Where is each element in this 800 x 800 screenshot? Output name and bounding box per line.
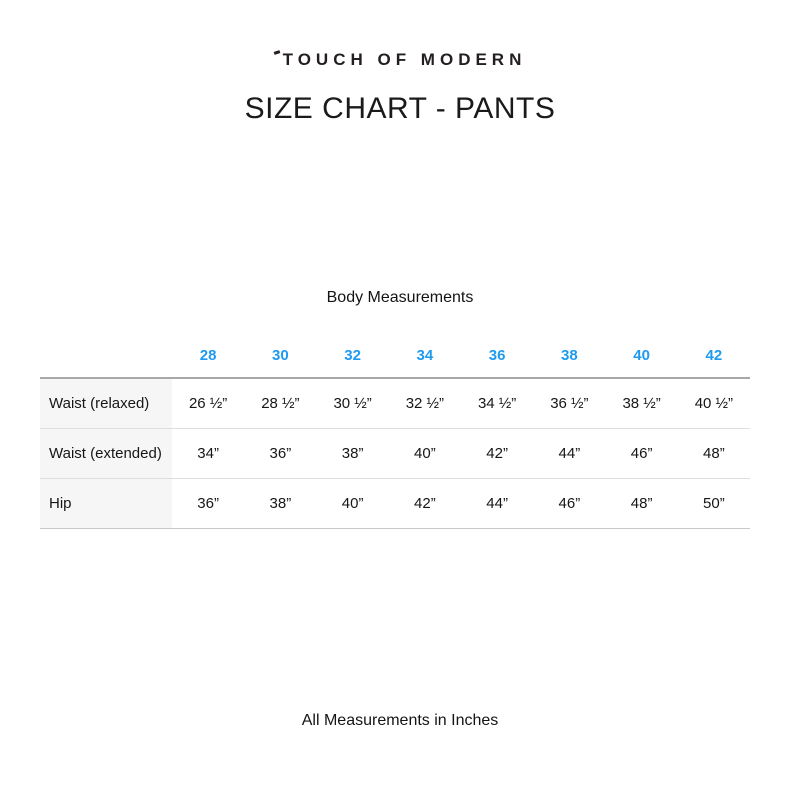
size-header-cell: 30 [244,333,316,378]
measurement-cell: 40” [389,429,461,479]
footer-note: All Measurements in Inches [301,712,499,729]
measurement-cell: 50” [678,479,750,529]
row-label: Waist (relaxed) [40,378,172,429]
measurement-cell: 40” [317,479,389,529]
measurement-cell: 42” [389,479,461,529]
measurement-cell: 36” [172,479,244,529]
brand-logo-text: TOUCH OF MODERN [282,50,527,69]
measurement-cell: 44” [461,479,533,529]
measurement-cell: 28 ½” [244,378,316,429]
measurement-cell: 48” [606,479,678,529]
row-label: Hip [40,479,172,529]
measurement-cell: 46” [606,429,678,479]
size-header-cell: 34 [389,333,461,378]
page-title: SIZE CHART - PANTS [244,92,556,125]
logo-tick-icon [273,50,280,55]
measurement-cell: 40 ½” [678,378,750,429]
measurement-cell: 26 ½” [172,378,244,429]
measurement-cell: 30 ½” [317,378,389,429]
table-row-waist-relaxed [40,378,750,429]
measurement-cell: 42” [461,429,533,479]
measurement-cell: 38 ½” [606,378,678,429]
measurement-cell: 36” [244,429,316,479]
section-label: Body Measurements [326,289,474,306]
size-header-cell: 42 [678,333,750,378]
measurement-cell: 36 ½” [533,378,605,429]
size-header-cell: 36 [461,333,533,378]
measurement-cell: 44” [533,429,605,479]
brand-logo [0,50,800,70]
size-chart-table [40,333,750,529]
size-header-cell: 38 [533,333,605,378]
size-header-cell: 32 [317,333,389,378]
measurement-cell: 46” [533,479,605,529]
measurement-cell: 34 ½” [461,378,533,429]
table-row-hip [40,479,750,529]
row-label: Waist (extended) [40,429,172,479]
table-row-waist-extended [40,429,750,479]
measurement-cell: 38” [244,479,316,529]
size-header-cell: 40 [606,333,678,378]
size-header-cell: 28 [172,333,244,378]
measurement-cell: 48” [678,429,750,479]
corner-cell [40,333,172,378]
measurement-cell: 34” [172,429,244,479]
measurement-cell: 32 ½” [389,378,461,429]
measurement-cell: 38” [317,429,389,479]
size-header-row [40,333,750,378]
